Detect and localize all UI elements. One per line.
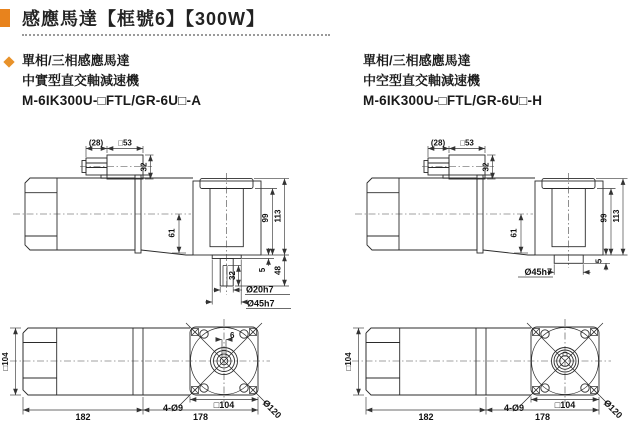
centerlines [352,319,611,403]
product-type-line: 單相/三相感應馬達 [22,53,130,68]
dim-mount-holes: 4-Ø9 [503,403,524,413]
dim-total-height: 113 [273,209,283,223]
dim-shaft-dia: Ø20h7 [246,284,274,295]
dim-mount-holes: 4-Ø9 [162,403,183,413]
motor-gearhead-outline [366,323,609,406]
dim-gearbox-height: 99 [261,213,270,223]
product-gear-line: 中實型直交軸減速機 [22,73,140,88]
dimensions [428,139,628,278]
hollow-shaft-side-view [355,139,628,278]
dim-boss-dia: Ø45h7 [524,267,552,277]
product-type-line: 單相/三相感應馬達 [363,53,471,68]
page-title: 感應馬達【框號6】【300W】 [22,5,330,36]
dim-cable-width: (28) [88,138,104,148]
dim-frame-size: □104 [1,352,10,371]
dim-key-width: 6 [230,331,235,340]
dim-corner-dia: Ø120 [260,397,284,421]
dim-box-height: 32 [139,162,149,172]
dim-boss-dia: Ø45h7 [247,298,275,309]
product-gear-line: 中空型直交軸減速機 [363,73,481,88]
dim-gear-length: 178 [534,412,551,422]
solid-shaft-side-view [13,139,291,309]
hollow-shaft-top-view [344,319,624,422]
dim-shaft-total: 48 [273,266,283,275]
dim-boss-height: 5 [594,258,604,264]
dim-boss-height: 5 [258,267,267,273]
dim-gear-length: 178 [192,412,209,422]
dim-corner-dia: Ø120 [601,397,625,421]
centerlines [355,167,569,269]
dim-axis-height: 61 [167,228,177,238]
motor-gearhead-outline [25,155,261,286]
dim-gearbox-height: 99 [599,213,609,223]
dim-motor-length: 182 [418,412,434,422]
dim-motor-length: 182 [75,412,91,422]
dim-face-size: □104 [213,400,235,410]
dim-box-height: 32 [481,162,491,172]
dim-key-length: 32 [228,271,237,280]
dim-box-width: □53 [460,138,474,148]
product-model-number: M-6IK300U-□FTL/GR-6U□-H [363,93,543,108]
solid-shaft-top-view [1,319,283,422]
centerlines [13,167,227,296]
dim-axis-height: 61 [509,228,519,238]
dimensions [86,139,291,309]
dim-face-size: □104 [554,400,576,410]
dim-frame-size: □104 [344,352,353,371]
dim-box-width: □53 [118,138,132,148]
dim-total-height: 113 [612,209,621,223]
dim-cable-width: (28) [430,138,446,148]
product-model-number: M-6IK300U-□FTL/GR-6U□-A [22,93,202,108]
